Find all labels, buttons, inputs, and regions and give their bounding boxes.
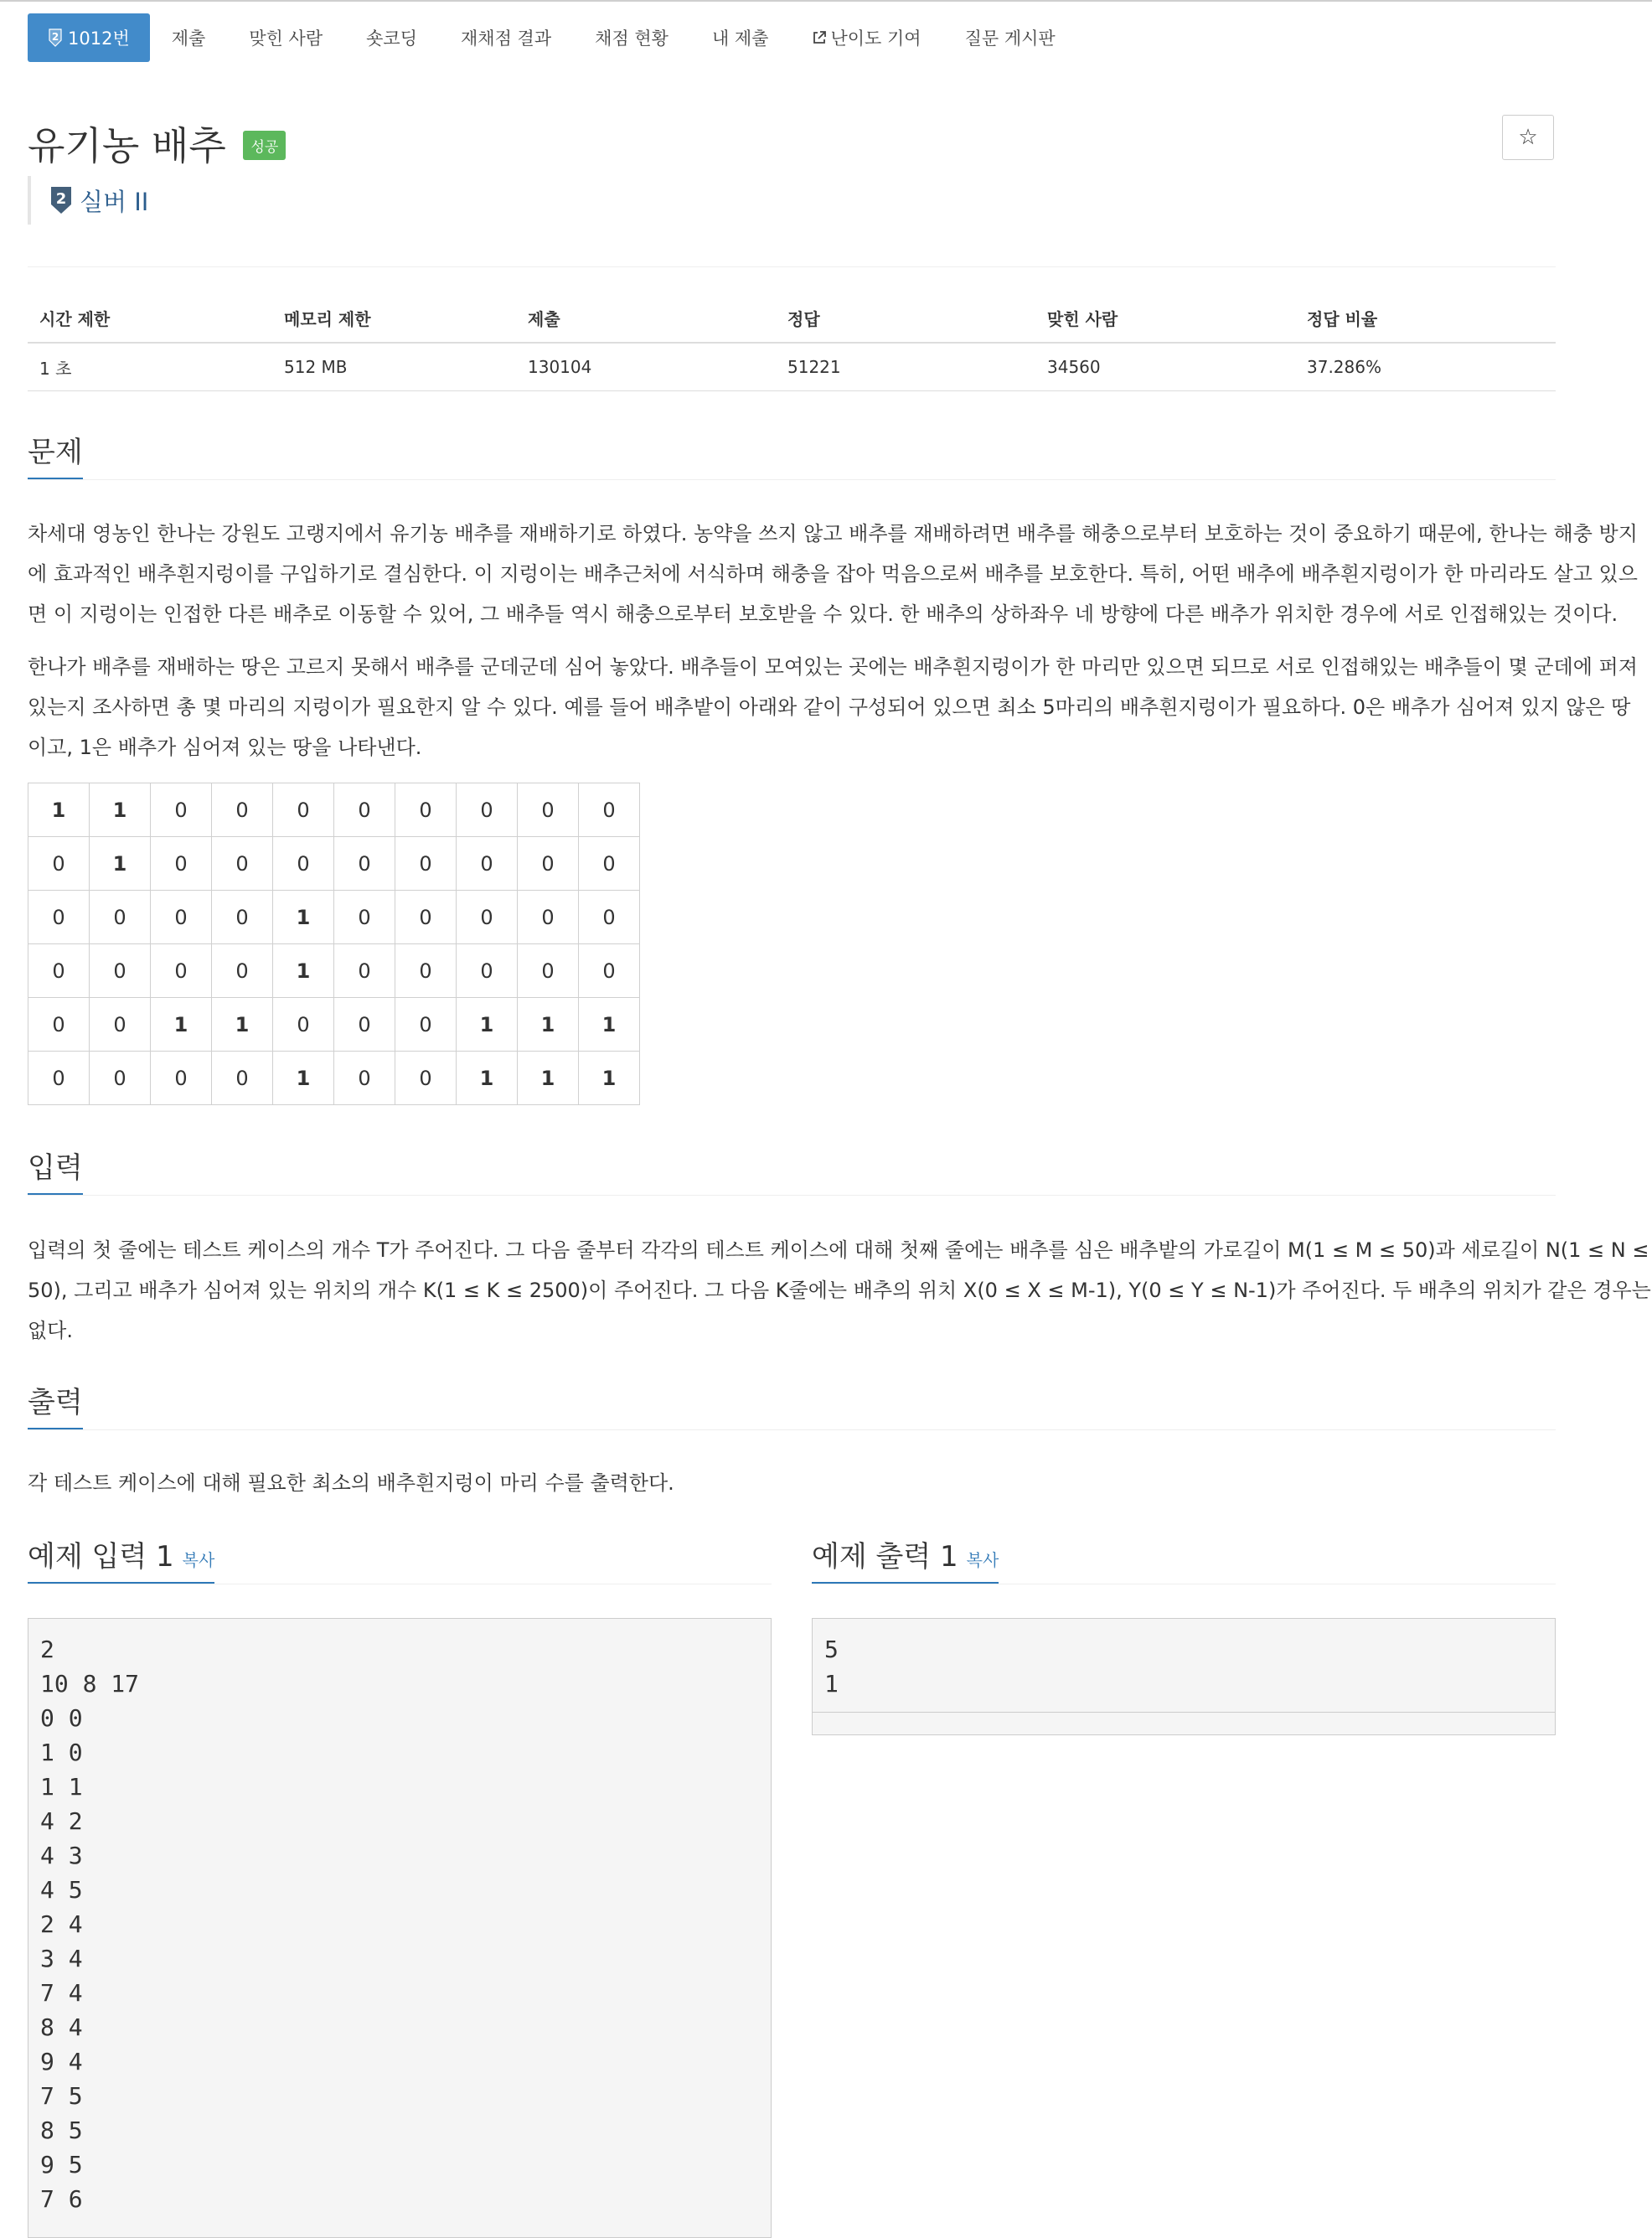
grid-row — [28, 891, 640, 944]
grid-cell: 1 — [90, 837, 151, 891]
external-link-icon — [812, 30, 827, 45]
grid-cell: 0 — [151, 944, 212, 998]
grid-cell: 0 — [90, 1052, 151, 1105]
grid-cell: 0 — [151, 837, 212, 891]
example-input-title — [28, 1533, 214, 1574]
grid-cell: 1 — [273, 944, 334, 998]
grid-cell: 1 — [151, 998, 212, 1052]
grid-cell: 0 — [28, 998, 90, 1052]
section-problem-heading: 문제 — [28, 436, 83, 469]
section-divider — [28, 1429, 1556, 1430]
stats-value-row — [28, 344, 1556, 390]
input-text-line: 없다. — [28, 1319, 73, 1342]
tab-short-coding-label: 숏코딩 — [366, 28, 417, 49]
section-input-title — [28, 1145, 83, 1186]
example-output-box[interactable] — [812, 1618, 1556, 1735]
problem-title: 유기농 배추 — [28, 123, 226, 168]
stats-header-time-limit: 시간 제한 — [39, 308, 111, 329]
grid-cell: 0 — [395, 837, 457, 891]
stats-header-memory-limit: 메모리 제한 — [284, 308, 371, 329]
problem-stats-table — [28, 293, 1556, 390]
grid-cell: 1 — [273, 1052, 334, 1105]
silver-tier-badge-icon — [49, 186, 73, 214]
grid-row — [28, 1052, 640, 1105]
example-line: 2 4 — [40, 1910, 83, 1938]
stats-time-limit: 1 초 — [39, 358, 72, 379]
svg-text:2: 2 — [51, 31, 59, 43]
grid-cell: 0 — [151, 783, 212, 837]
grid-cell: 1 — [457, 998, 518, 1052]
grid-row — [28, 998, 640, 1052]
grid-cell: 0 — [334, 783, 395, 837]
tab-short-coding[interactable] — [344, 13, 439, 62]
output-description — [28, 1463, 1556, 1503]
tier-label[interactable]: 실버 II — [80, 187, 149, 216]
input-text-line: 입력의 첫 줄에는 테스트 케이스의 개수 T가 주어진다. 그 다음 줄부터 각각의 테스트 케이스에 대해 첫째 줄에는 배추를 심은 배추밭의 가로길이 M(1 ≤ M ≤ 50)과 세로길이 N(1 ≤ N ≤ — [28, 1238, 1649, 1262]
status-badge: 성공 — [243, 131, 286, 160]
example-line: 2 — [40, 1636, 54, 1663]
grid-cell: 0 — [395, 783, 457, 837]
grid-cell: 0 — [334, 891, 395, 944]
example-line: 9 5 — [40, 2151, 83, 2179]
copy-example-output-link[interactable]: 복사 — [966, 1550, 999, 1570]
output-text-line: 각 테스트 케이스에 대해 필요한 최소의 배추흰지렁이 마리 수를 출력한다. — [28, 1471, 674, 1495]
section-output-title — [28, 1379, 83, 1420]
grid-cell: 0 — [457, 944, 518, 998]
example-line: 8 5 — [40, 2117, 83, 2144]
grid-cell: 0 — [518, 783, 579, 837]
stats-bottom-border — [28, 390, 1556, 391]
grid-cell: 0 — [579, 783, 640, 837]
page-title — [28, 116, 286, 171]
grid-cell: 0 — [90, 891, 151, 944]
example-line: 4 2 — [40, 1807, 83, 1835]
section-divider — [28, 479, 1556, 480]
grid-cell: 0 — [518, 837, 579, 891]
tab-status[interactable] — [573, 13, 690, 62]
grid-cell: 1 — [579, 1052, 640, 1105]
grid-cell: 0 — [395, 891, 457, 944]
grid-cell: 0 — [273, 837, 334, 891]
grid-cell: 0 — [334, 837, 395, 891]
example-line: 3 4 — [40, 1945, 83, 1972]
example-line: 4 5 — [40, 1876, 83, 1904]
section-input-heading: 입력 — [28, 1151, 83, 1185]
example-input-box[interactable] — [28, 1618, 772, 2238]
grid-cell: 1 — [273, 891, 334, 944]
stats-accepted: 51221 — [787, 357, 841, 377]
problem-tier — [28, 176, 148, 225]
stats-header-solvers: 맞힌 사람 — [1047, 308, 1118, 329]
grid-cell: 1 — [518, 998, 579, 1052]
silver-tier-icon — [48, 28, 63, 47]
tab-question-board-label: 질문 게시판 — [964, 28, 1056, 49]
example-output-scrollbar[interactable] — [813, 1712, 1555, 1736]
grid-cell: 1 — [579, 998, 640, 1052]
grid-cell: 0 — [579, 837, 640, 891]
stats-header-accepted: 정답 — [787, 308, 820, 329]
stats-memory-limit: 512 MB — [284, 357, 348, 377]
problem-text-line: 있는지 조사하면 총 몇 마리의 지렁이가 필요한지 알 수 있다. 예를 들어 배추밭이 아래와 같이 구성되어 있으면 최소 5마리의 배추흰지렁이가 필요하다. 0은 배추가 심어져 있지 않은 땅 — [28, 695, 1631, 719]
stats-ratio: 37.286% — [1307, 357, 1381, 377]
example-input-content — [28, 1619, 771, 2230]
example-line: 4 3 — [40, 1842, 83, 1869]
top-border — [0, 0, 1652, 2]
grid-cell: 0 — [273, 783, 334, 837]
example-line: 1 0 — [40, 1739, 83, 1766]
tab-solvers-label: 맞힌 사람 — [249, 28, 323, 49]
favorite-star-button[interactable] — [1502, 115, 1554, 160]
grid-cell: 0 — [90, 944, 151, 998]
grid-cell: 0 — [151, 1052, 212, 1105]
example-line: 7 4 — [40, 1979, 83, 2007]
stats-header-submissions: 제출 — [528, 308, 560, 329]
stats-submissions: 130104 — [528, 357, 592, 377]
problem-description-1 — [28, 514, 1638, 634]
grid-cell: 0 — [28, 837, 90, 891]
example-line: 10 8 17 — [40, 1670, 140, 1698]
grid-cell: 0 — [151, 891, 212, 944]
tab-problem-label: 1012번 — [68, 28, 130, 49]
stats-solvers: 34560 — [1047, 357, 1101, 377]
svg-text:2: 2 — [55, 190, 67, 208]
example-input-heading: 예제 입력 1 — [28, 1540, 174, 1574]
input-description — [28, 1230, 1651, 1351]
stats-header-ratio: 정답 비율 — [1307, 308, 1378, 329]
example-line: 8 4 — [40, 2013, 83, 2041]
problem-text-line: 이고, 1은 배추가 심어져 있는 땅을 나타낸다. — [28, 736, 422, 759]
grid-cell: 0 — [212, 944, 273, 998]
grid-cell: 0 — [395, 1052, 457, 1105]
tab-status-label: 채점 현황 — [595, 28, 669, 49]
input-text-line: 50), 그리고 배추가 심어져 있는 위치의 개수 K(1 ≤ K ≤ 2500)이 주어진다. 그 다음 K줄에는 배추의 위치 X(0 ≤ X ≤ M-1), Y(0 ≤ Y ≤ N-1)가 주어진다. 두 배추의 위치가 같은 경우는 — [28, 1279, 1651, 1302]
grid-cell: 0 — [28, 1052, 90, 1105]
grid-cell: 0 — [457, 837, 518, 891]
example-line: 1 1 — [40, 1773, 83, 1801]
example-line: 0 0 — [40, 1704, 83, 1732]
grid-cell: 0 — [579, 891, 640, 944]
tab-problem[interactable] — [28, 13, 150, 62]
grid-cell: 0 — [212, 891, 273, 944]
cabbage-field-grid — [28, 783, 640, 1105]
star-icon: ☆ — [1518, 125, 1538, 150]
grid-cell: 0 — [212, 837, 273, 891]
tab-my-submissions[interactable] — [690, 13, 791, 62]
grid-row — [28, 837, 640, 891]
problem-nav-tabs — [28, 13, 1077, 62]
grid-cell: 1 — [212, 998, 273, 1052]
grid-row — [28, 944, 640, 998]
stats-header-row — [28, 293, 1556, 344]
divider — [28, 266, 1556, 267]
grid-cell: 0 — [28, 891, 90, 944]
grid-cell: 0 — [518, 944, 579, 998]
grid-cell: 0 — [212, 783, 273, 837]
tab-difficulty-contribution[interactable] — [790, 13, 942, 62]
tab-rejudge-results[interactable] — [439, 13, 573, 62]
section-divider — [28, 1195, 1556, 1196]
tab-question-board[interactable] — [943, 13, 1077, 62]
section-output-heading: 출력 — [28, 1386, 83, 1419]
example-line: 9 4 — [40, 2048, 83, 2075]
grid-cell: 0 — [90, 998, 151, 1052]
grid-cell: 0 — [334, 944, 395, 998]
example-output-title — [812, 1533, 999, 1574]
example-output-content — [813, 1619, 1555, 1714]
example-line: 1 — [824, 1670, 839, 1698]
grid-cell: 1 — [518, 1052, 579, 1105]
problem-text-line: 에 효과적인 배추흰지렁이를 구입하기로 결심한다. 이 지렁이는 배추근처에 서식하며 해충을 잡아 먹음으로써 배추를 보호한다. 특히, 어떤 배추에 배추흰지렁이가 한 마리라도 살고 있으 — [28, 562, 1638, 586]
example-line: 7 5 — [40, 2082, 83, 2110]
grid-cell: 0 — [579, 944, 640, 998]
grid-cell: 0 — [28, 944, 90, 998]
problem-text-line: 면 이 지렁이는 인접한 다른 배추로 이동할 수 있어, 그 배추들 역시 해충으로부터 보호받을 수 있다. 한 배추의 상하좌우 네 방향에 다른 배추가 위치한 경우에 서로 인접해있는 것이다. — [28, 602, 1618, 626]
grid-cell: 1 — [90, 783, 151, 837]
tab-submit[interactable] — [150, 13, 228, 62]
problem-text-line: 차세대 영농인 한나는 강원도 고랭지에서 유기농 배추를 재배하기로 하였다. 농약을 쓰지 않고 배추를 재배하려면 배추를 해충으로부터 보호하는 것이 중요하기 때문에, 한나는 해충 방지 — [28, 522, 1638, 545]
grid-cell: 0 — [518, 891, 579, 944]
grid-cell: 0 — [334, 998, 395, 1052]
tab-my-submissions-label: 내 제출 — [711, 28, 769, 49]
grid-cell: 0 — [273, 998, 334, 1052]
grid-cell: 0 — [334, 1052, 395, 1105]
problem-text-line: 한나가 배추를 재배하는 땅은 고르지 못해서 배추를 군데군데 심어 놓았다. 배추들이 모여있는 곳에는 배추흰지렁이가 한 마리만 있으면 되므로 서로 인접해있는 배추들이 몇 군데에 퍼져 — [28, 655, 1638, 679]
grid-cell: 0 — [457, 783, 518, 837]
example-output-heading: 예제 출력 1 — [812, 1540, 958, 1574]
tab-difficulty-contribution-label: 난이도 기여 — [830, 28, 922, 49]
section-problem-title — [28, 429, 83, 470]
example-line: 7 6 — [40, 2185, 83, 2213]
grid-cell: 0 — [395, 944, 457, 998]
grid-row — [28, 783, 640, 837]
grid-cell: 1 — [28, 783, 90, 837]
grid-cell: 0 — [457, 891, 518, 944]
grid-cell: 1 — [457, 1052, 518, 1105]
example-line: 5 — [824, 1636, 839, 1663]
copy-example-input-link[interactable]: 복사 — [182, 1550, 215, 1570]
tab-submit-label: 제출 — [171, 28, 206, 49]
problem-description-2 — [28, 647, 1638, 768]
grid-cell: 0 — [212, 1052, 273, 1105]
tab-solvers[interactable] — [227, 13, 344, 62]
tab-rejudge-results-label: 재채점 결과 — [461, 28, 552, 49]
grid-cell: 0 — [395, 998, 457, 1052]
